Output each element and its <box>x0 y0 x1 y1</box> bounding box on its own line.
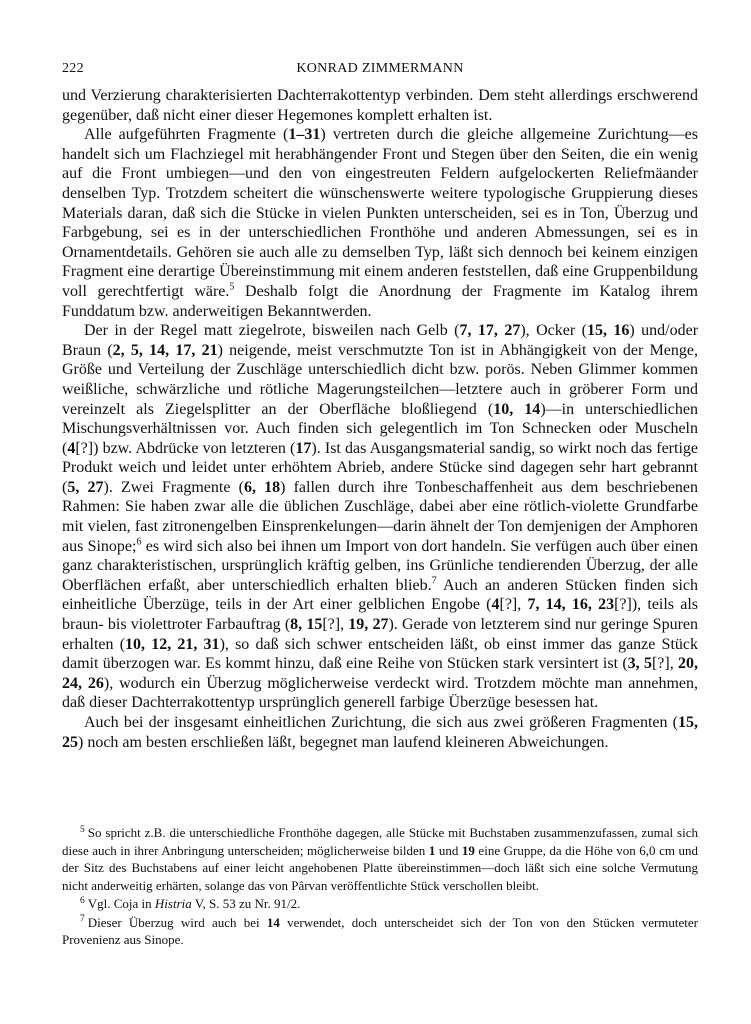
footnote-number: 6 <box>80 895 85 906</box>
main-text <box>62 86 698 752</box>
paragraph: und Verzierung charakterisierten Dachterrakottentyp verbinden. Dem steht allerdings erschwerend gegenüber, daß nicht einer dieser Hegemones komplett erhalten ist. <box>62 87 698 124</box>
page-header <box>62 61 698 83</box>
footnote-number: 5 <box>80 824 85 835</box>
running-title: KONRAD ZIMMERMANN <box>296 61 464 76</box>
footnote-number: 7 <box>80 914 85 925</box>
footnote-text: So spricht z.B. die unterschiedliche Fronthöhe dagegen, alle Stücke mit Buchstaben zusammenzufassen, zumal sich diese auch in ihrer Anbringung unterscheiden; möglicherweise bilden 1 und 19 eine Gruppe, da die Höhe von 6,0 cm und der Sitz des Buchstabens auf einer leicht angehobenen Platte übereinstimmen—doch läßt sich eine solche Vermutung nicht anderweitig erhärten, solange das von Pârvan veröffentlichte Stück verschollen bleibt. <box>62 825 698 893</box>
footnote-text: Dieser Überzug wird auch bei 14 verwendet, doch unterscheidet sich der Ton von den Stücken vermuteter Provenienz aus Sinope. <box>62 914 698 947</box>
paragraph: Alle aufgeführten Fragmente (1–31) vertreten durch die gleiche allgemeine Zurichtung—es handelt sich um Flachziegel mit herabhängender Front und Stegen über den Seiten, die ein wenig auf die Front umbiegen—und den von eingestreuten Feldern aufgelockerten Reliefmäander denselben Typ. Trotzdem scheitert die wünschenswerte weitere typologische Gruppierung dieses Materials daran, daß sich die Stücke in vielen Punkten unterscheiden, sei es in Ton, Überzug und Farbgebung, sei es in der unterschiedlichen Fronthöhe und anderen Abmessungen, sei es in Ornamentdetails. Gehören sie auch alle zu demselben Typ, läßt sich dennoch bei keinem einzigen Fragment eine derartige Übereinstimmung mit einem anderen feststellen, daß eine Gruppenbildung voll gerechtfertigt wäre.$^5$ Deshalb folgt die Anordnung der Fragmente im Katalog ihrem Funddatum bzw. anderweitigen Bekanntwerden. <box>62 126 699 320</box>
footnote-text: Vgl. Coja in Histria V, S. 53 zu Nr. 91/2. <box>87 896 301 911</box>
footnotes <box>62 824 698 950</box>
page-number: 222 <box>62 61 84 76</box>
footnote <box>62 824 698 894</box>
footnote <box>62 914 698 949</box>
paragraph: Der in der Regel matt ziegelrote, bisweilen nach Gelb (7, 17, 27), Ocker (15, 16) und/oder Braun (2, 5, 14, 17, 21) neigende, meist verschmutzte Ton ist in Abhängigkeit von der Menge, Größe und Verteilung der Zuschläge unterschiedlich dicht bzw. porös. Neben Glimmer kommen weißliche, schwärzliche und rötliche Magerungsteilchen—letztere auch in gröberer Form und vereinzelt als Ziegelsplitter an der Oberfläche bloßliegend (10, 14)—in unterschiedlichen Mischungsverhältnissen vor. Auch finden sich gelegentlich im Ton Schnecken oder Muscheln (4[?]) bzw. Abdrücke von letzteren (17). Ist das Ausgangsmaterial sandig, so wirkt noch das fertige Produkt weich und leidet unter erhöhtem Abrieb, andere Stücke sind dagegen sehr hart gebrannt (5, 27). Zwei Fragmente (6, 18) fallen durch ihre Tonbeschaffenheit aus dem beschriebenen Rahmen: Sie haben zwar alle die üblichen Zuschläge, dabei aber eine rötlich-violette Grundfarbe mit vielen, fast zitronengelben Einsprenkelungen—darin ähnelt der Ton demjenigen der Amphoren aus Sinope;$^6$ es wird sich also bei ihnen um Import von dort handeln. Sie verfügen auch über einen ganz charakteristischen, ursprünglich kräftig gelben, ins Grünliche tendierenden Überzug, der alle Oberflächen erfaßt, aber unterschiedlich erhalten blieb.$^7$ Auch an anderen Stücken finden sich einheitliche Überzüge, teils in der Art einer gelblichen Engobe (4[?], 7, 14, 16, 23[?]), teils als braun- bis violettroter Farbauftrag (8, 15[?], 19, 27). Gerade von letzterem sind nur geringe Spuren erhalten (10, 12, 21, 31), so daß sich schwer entscheiden läßt, ob einst immer das ganze Stück damit überzogen war. Es kommt hinzu, daß eine Reihe von Stücken stark versintert ist (3, 5[?], 20, 24, 26), wodurch ein Überzug möglicherweise verdeckt wird. Trotzdem möchte man annehmen, daß dieser Dachterrakottentyp ursprünglich generell farbige Überzüge besessen hat. <box>62 322 699 712</box>
footnote <box>62 895 698 913</box>
paragraph: Auch bei der insgesamt einheitlichen Zurichtung, die sich aus zwei größeren Fragmenten (15, 25) noch am besten erschließen läßt, begegnet man laufend kleineren Abweichungen. <box>62 714 698 751</box>
